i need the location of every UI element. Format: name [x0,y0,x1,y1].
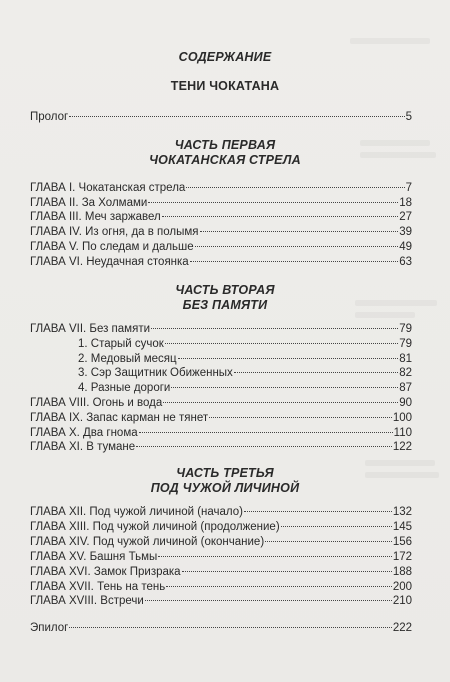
toc-entry[interactable] [30,426,412,440]
entry-page: 82 [399,367,412,380]
dot-leader [162,216,399,217]
dot-leader [69,116,404,117]
entry-page: 145 [392,520,412,533]
part-2-subtitle: БЕЗ ПАМЯТИ [182,298,268,312]
dot-leader [244,511,392,512]
dot-leader [190,261,398,262]
part-3-subtitle: ПОД ЧУЖОЙ ЛИЧИНОЙ [150,481,300,495]
dot-leader [166,586,392,587]
entry-page: 222 [392,622,412,634]
entry-label: ГЛАВА XVIII. Встречи [30,595,144,608]
entry-label: 2. Медовый месяц [78,352,177,365]
toc-entry[interactable] [78,381,412,395]
dot-leader [139,432,393,433]
dot-leader [171,387,398,388]
entry-page: 39 [399,226,412,239]
toc-entry[interactable] [78,352,412,366]
entry-page: 100 [392,411,412,424]
entry-label: ГЛАВА X. Два гнома [30,426,138,439]
dot-leader [69,627,391,628]
dot-leader [209,417,392,418]
entry-page: 132 [392,506,412,518]
entry-label: ГЛАВА VI. Неудачная стоянка [30,255,189,268]
entry-label: ГЛАВА VIII. Огонь и вода [30,397,163,409]
toc-entry[interactable] [30,594,412,608]
toc-entry[interactable] [30,440,412,454]
part-3-heading: ЧАСТЬ ТРЕТЬЯ [176,466,274,480]
entry-page: 49 [399,240,412,253]
entry-label: ГЛАВА V. По следам и дальше [30,240,194,253]
entry-label: ГЛАВА IV. Из огня, да в полымя [30,226,199,239]
toc-entry[interactable] [30,240,412,254]
dot-leader [281,526,392,527]
entry-label: ГЛАВА XVII. Тень на тень [30,580,166,593]
part-2-heading: ЧАСТЬ ВТОРАЯ [175,283,275,297]
entry-page: 90 [399,397,412,409]
entry-label: 1. Старый сучок [78,337,164,350]
entry-page: 156 [392,535,412,548]
entry-label: ГЛАВА XV. Башня Тьмы [30,550,158,563]
dot-leader [234,372,398,373]
toc-entry[interactable] [30,565,412,579]
dot-leader [136,446,392,447]
entry-page: 172 [392,550,412,563]
entry-page: 5 [405,111,412,123]
entry-page: 210 [392,595,412,608]
dot-leader [151,328,398,329]
entry-page: 7 [405,182,412,194]
toc-entry[interactable] [78,366,412,380]
toc-entry[interactable] [30,535,412,549]
toc-entry[interactable] [30,225,412,239]
entry-page: 81 [399,352,412,365]
part-1-subtitle: ЧОКАТАНСКАЯ СТРЕЛА [149,153,301,167]
entry-label: ГЛАВА III. Меч заржавел [30,211,161,224]
entry-label: ГЛАВА IX. Запас карман не тянет [30,411,209,424]
entry-page: 18 [399,196,412,209]
dot-leader [200,231,399,232]
entry-label: Эпилог [30,622,69,634]
entry-label: ГЛАВА II. За Холмами [30,196,148,209]
entry-page: 200 [392,580,412,593]
entry-label: ГЛАВА XIII. Под чужой личиной (продолжение) [30,520,280,533]
toc-entry[interactable] [78,337,412,351]
toc-entry[interactable] [30,196,412,210]
dot-leader [182,571,392,572]
dot-leader [178,358,399,359]
dot-leader [148,202,398,203]
toc-entry[interactable] [30,411,412,425]
toc-entry[interactable] [30,550,412,564]
entry-label: ГЛАВА VII. Без памяти [30,323,151,335]
entry-label: 3. Сэр Защитник Обиженных [78,367,233,380]
entry-page: 79 [399,337,412,350]
entry-page: 87 [399,382,412,395]
toc-entry[interactable] [30,580,412,594]
toc-entry[interactable] [30,505,412,519]
entry-page: 122 [392,441,412,454]
entry-page: 110 [393,426,412,439]
dot-leader [186,187,404,188]
dot-leader [145,600,392,601]
part-1-heading: ЧАСТЬ ПЕРВАЯ [174,138,276,152]
toc-entry[interactable] [30,210,412,224]
dot-leader [158,556,392,557]
toc-entry-prologue[interactable] [30,110,412,124]
entry-label: 4. Разные дороги [78,382,171,395]
dot-leader [265,541,392,542]
toc-entry[interactable] [30,255,412,269]
toc-entry-epilogue[interactable] [30,621,412,635]
dot-leader [195,246,399,247]
entry-page: 188 [392,565,412,578]
entry-label: ГЛАВА XI. В тумане [30,441,136,454]
entry-label: ГЛАВА XIV. Под чужой личиной (окончание) [30,535,265,548]
entry-page: 79 [399,323,412,335]
entry-label: ГЛАВА XII. Под чужой личиной (начало) [30,506,243,518]
dot-leader [165,343,398,344]
toc-entry[interactable] [30,520,412,534]
entry-label: Пролог [30,111,69,123]
entry-label: ГЛАВА XVI. Замок Призрака [30,565,181,578]
entry-label: ГЛАВА I. Чокатанская стрела [30,182,186,194]
toc-entry[interactable] [30,322,412,336]
toc-entry[interactable] [30,181,412,195]
book-title: ТЕНИ ЧОКАТАНА [170,79,280,93]
entry-page: 63 [399,255,412,268]
dot-leader [163,402,398,403]
toc-entry[interactable] [30,396,412,410]
entry-page: 27 [399,211,412,224]
toc-title: СОДЕРЖАНИЕ [178,50,272,64]
